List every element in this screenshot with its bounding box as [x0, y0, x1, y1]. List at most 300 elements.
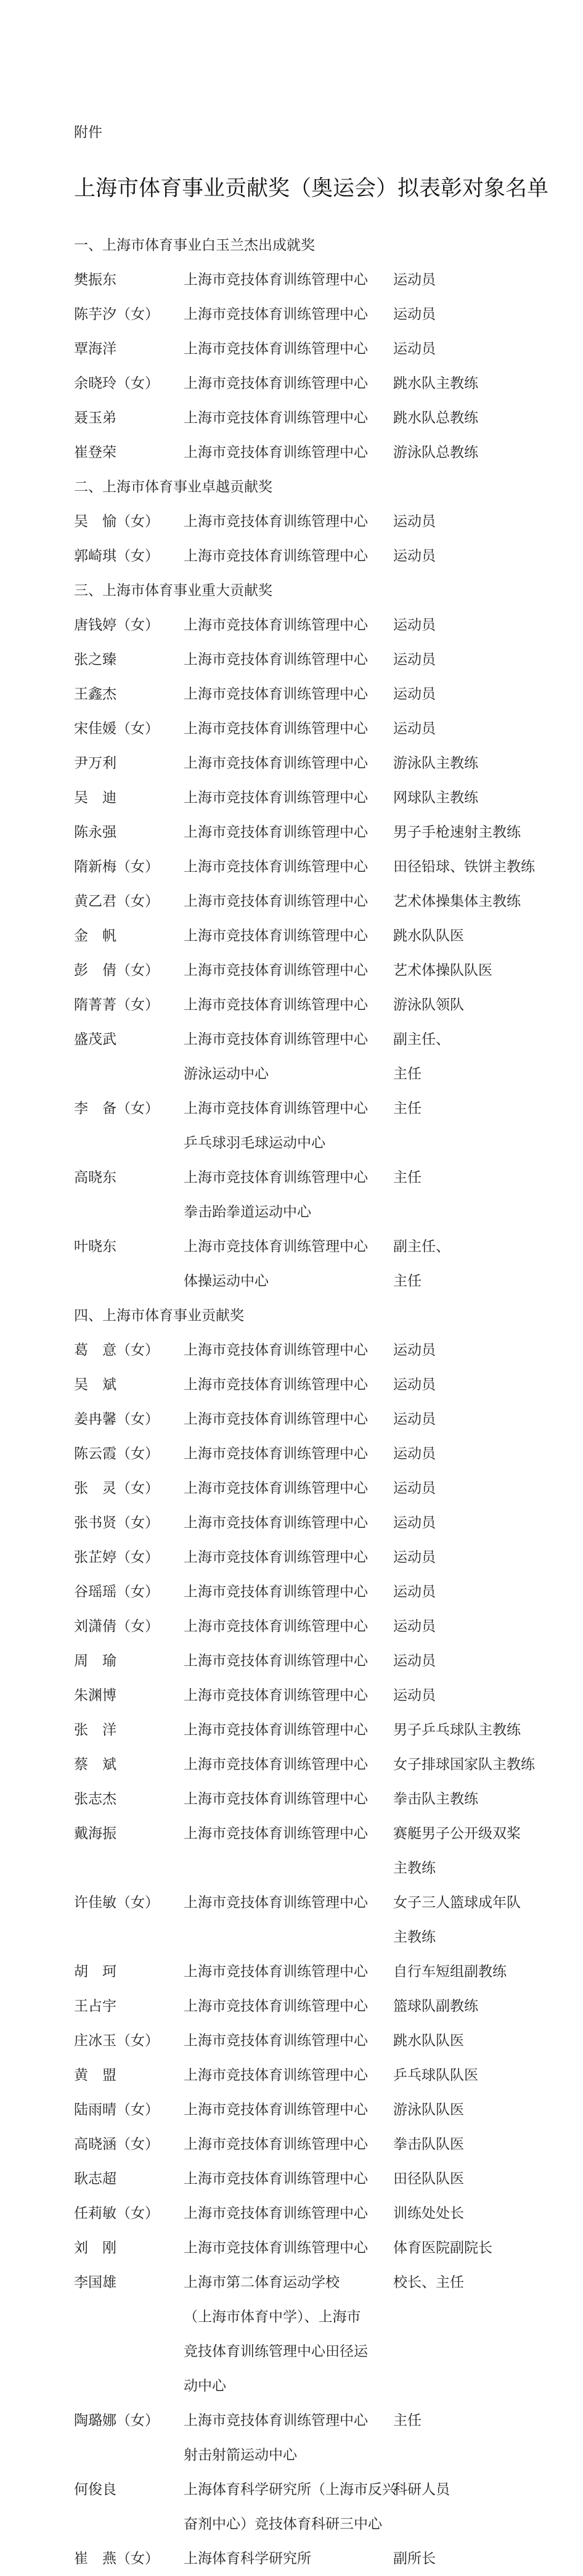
person-name: 任莉敏（女） — [74, 2205, 159, 2221]
organization-line: 上海市竞技体育训练管理中心 — [184, 514, 368, 530]
person-role — [393, 712, 555, 746]
organization-line: 上海市竞技体育训练管理中心 — [184, 272, 368, 288]
role-line: 运动员 — [393, 1515, 436, 1531]
list-item — [74, 1885, 555, 1955]
role-line: 主教练 — [393, 1929, 436, 1945]
person-role — [393, 539, 555, 573]
list-item — [74, 1229, 555, 1298]
role-line: 运动员 — [393, 721, 436, 737]
role-line: 校长、主任 — [393, 2275, 464, 2291]
organization-line: 上海市竞技体育训练管理中心 — [184, 1722, 368, 1738]
person-organization — [184, 504, 393, 539]
organization-line: 奋剂中心）竞技体育科研三中心 — [184, 2516, 382, 2532]
person-role — [393, 1229, 555, 1298]
role-line: 运动员 — [393, 1653, 436, 1669]
person-name: 葛 意（女） — [74, 1342, 159, 1358]
role-line: 运动员 — [393, 1446, 436, 1462]
organization-line: 上海市竞技体育训练管理中心 — [184, 1757, 368, 1773]
organization-line: 上海市竞技体育训练管理中心 — [184, 1515, 368, 1531]
person-role — [393, 2231, 555, 2265]
person-organization — [184, 332, 393, 366]
person-role — [393, 263, 555, 297]
person-role — [393, 1402, 555, 1437]
person-name: 刘 刚 — [74, 2240, 116, 2256]
person-organization — [184, 1506, 393, 1540]
list-item — [74, 712, 555, 746]
organization-line: 上海市竞技体育训练管理中心 — [184, 997, 368, 1013]
organization-line: 体操运动中心 — [184, 1273, 269, 1289]
person-organization — [184, 2058, 393, 2093]
person-name: 唐钱婷（女） — [74, 617, 159, 633]
person-name: 胡 珂 — [74, 1964, 116, 1980]
person-organization — [184, 263, 393, 297]
person-role — [393, 1678, 555, 1713]
list-item — [74, 608, 555, 642]
person-organization — [184, 1160, 393, 1229]
organization-line: 上海市竞技体育训练管理中心 — [184, 1826, 368, 1842]
person-name: 张书贤（女） — [74, 1515, 159, 1531]
person-name: 陈永强 — [74, 824, 116, 840]
list-item — [74, 504, 555, 539]
person-role — [393, 1506, 555, 1540]
person-organization — [184, 884, 393, 919]
list-item — [74, 1368, 555, 1402]
organization-line: 上海市竞技体育训练管理中心 — [184, 1101, 368, 1117]
role-line: 运动员 — [393, 617, 436, 633]
person-organization — [184, 1540, 393, 1575]
role-line: 跳水队主教练 — [393, 375, 478, 392]
person-name: 张芷婷（女） — [74, 1549, 159, 1565]
person-organization — [184, 1575, 393, 1609]
organization-line: 上海市竞技体育训练管理中心 — [184, 2413, 368, 2429]
person-organization — [184, 1678, 393, 1713]
role-line: 运动员 — [393, 306, 436, 322]
role-line: 副主任、 — [393, 1239, 450, 1255]
role-line: 游泳队总教练 — [393, 445, 478, 461]
role-line: 运动员 — [393, 652, 436, 668]
person-organization — [184, 677, 393, 712]
person-name: 姜冉馨（女） — [74, 1411, 159, 1427]
list-item — [74, 2093, 555, 2127]
person-name: 黄乙君（女） — [74, 893, 159, 909]
organization-line: 上海市竞技体育训练管理中心 — [184, 652, 368, 668]
person-role — [393, 1471, 555, 1506]
role-line: 运动员 — [393, 514, 436, 530]
organization-line: 上海市竞技体育训练管理中心 — [184, 1032, 368, 1048]
person-name: 郭崎琪（女） — [74, 548, 159, 564]
list-item — [74, 1022, 555, 1091]
role-line: 科研人员 — [393, 2482, 450, 2498]
person-name: 宋佳媛（女） — [74, 721, 159, 737]
list-item — [74, 2162, 555, 2196]
person-role — [393, 1816, 555, 1885]
person-organization — [184, 2403, 393, 2472]
person-role — [393, 1437, 555, 1471]
organization-line: 动中心 — [184, 2378, 226, 2394]
role-line: 游泳队队医 — [393, 2102, 464, 2118]
list-item — [74, 850, 555, 884]
person-organization — [184, 953, 393, 988]
person-name: 樊振东 — [74, 272, 116, 288]
person-role — [393, 1747, 555, 1782]
person-organization — [184, 1609, 393, 1644]
list-item — [74, 2472, 555, 2541]
list-item — [74, 1713, 555, 1747]
person-organization — [184, 2472, 396, 2541]
person-role — [393, 2058, 555, 2093]
person-role — [393, 1540, 555, 1575]
list-item — [74, 781, 555, 815]
role-line: 艺术体操队队医 — [393, 962, 492, 978]
person-role — [393, 2265, 555, 2403]
organization-line: 上海市竞技体育训练管理中心 — [184, 1411, 368, 1427]
section-heading: 一、上海市体育事业白玉兰杰出成就奖 — [74, 237, 315, 253]
person-name: 陶璐娜（女） — [74, 2413, 159, 2429]
person-name: 李 备（女） — [74, 1101, 159, 1117]
person-organization — [184, 1713, 393, 1747]
list-item — [74, 1782, 555, 1816]
person-organization — [184, 1333, 393, 1368]
role-line: 乒乓球队队医 — [393, 2067, 478, 2083]
role-line: 跳水队队医 — [393, 2033, 464, 2049]
person-role — [393, 1885, 555, 1955]
section-heading: 三、上海市体育事业重大贡献奖 — [74, 583, 272, 599]
organization-line: 上海市竞技体育训练管理中心 — [184, 2033, 368, 2049]
list-item — [74, 1955, 555, 1989]
person-organization — [184, 1816, 393, 1885]
person-organization — [184, 2541, 393, 2576]
person-name: 刘潇倩（女） — [74, 1618, 159, 1635]
organization-line: 上海市竞技体育训练管理中心 — [184, 1618, 368, 1635]
person-role — [393, 401, 555, 435]
role-line: 体育医院副院长 — [393, 2240, 492, 2256]
section-heading: 四、上海市体育事业贡献奖 — [74, 1308, 244, 1324]
person-organization — [184, 850, 393, 884]
role-line: 训练处处长 — [393, 2205, 464, 2221]
list-item — [74, 332, 555, 366]
person-name: 吴 愉（女） — [74, 514, 159, 530]
organization-line: 上海市竞技体育训练管理中心 — [184, 790, 368, 806]
list-item — [74, 677, 555, 712]
organization-line: 射击射箭运动中心 — [184, 2447, 297, 2463]
person-name: 覃海洋 — [74, 341, 116, 357]
role-line: 艺术体操集体主教练 — [393, 893, 521, 909]
organization-line: 上海体育科学研究所（上海市反兴 — [184, 2482, 396, 2498]
list-item — [74, 539, 555, 573]
person-organization — [184, 2127, 393, 2162]
person-role — [393, 642, 555, 677]
person-role — [393, 884, 555, 919]
person-role — [393, 850, 555, 884]
role-line: 田径铅球、铁饼主教练 — [393, 859, 535, 875]
person-organization — [184, 1022, 393, 1091]
person-role — [393, 332, 555, 366]
person-role — [393, 608, 555, 642]
person-organization — [184, 642, 393, 677]
organization-line: 上海市竞技体育训练管理中心 — [184, 2136, 368, 2152]
list-item — [74, 1816, 555, 1885]
organization-line: 上海市竞技体育训练管理中心 — [184, 2240, 368, 2256]
person-role — [393, 2162, 555, 2196]
person-role — [393, 504, 555, 539]
organization-line: 上海市竞技体育训练管理中心 — [184, 721, 368, 737]
role-line: 主任 — [393, 2413, 422, 2429]
role-line: 主任 — [393, 1066, 422, 1082]
list-item — [74, 815, 555, 850]
list-item — [74, 2196, 555, 2231]
person-name: 张 灵（女） — [74, 1480, 159, 1496]
person-name: 崔登荣 — [74, 445, 116, 461]
person-name: 陈芋汐（女） — [74, 306, 159, 322]
person-organization — [184, 2265, 393, 2403]
person-name: 蔡 斌 — [74, 1757, 116, 1773]
role-line: 运动员 — [393, 1377, 436, 1393]
list-item — [74, 988, 555, 1022]
person-role — [393, 815, 555, 850]
role-line: 女子三人篮球成年队 — [393, 1895, 521, 1911]
person-role — [393, 781, 555, 815]
person-role — [393, 1609, 555, 1644]
organization-line: 竞技体育训练管理中心田径运 — [184, 2344, 368, 2360]
organization-line: 上海市竞技体育训练管理中心 — [184, 686, 368, 702]
person-name: 谷瑶瑶（女） — [74, 1584, 159, 1600]
person-organization — [184, 1747, 393, 1782]
organization-line: 上海市竞技体育训练管理中心 — [184, 824, 368, 840]
person-organization — [184, 1091, 393, 1160]
organization-line: 上海市竞技体育训练管理中心 — [184, 1998, 368, 2014]
person-name: 黄 盟 — [74, 2067, 116, 2083]
organization-line: 上海市竞技体育训练管理中心 — [184, 306, 368, 322]
person-role — [393, 1333, 555, 1368]
page-title: 上海市体育事业贡献奖（奥运会）拟表彰对象名单 — [74, 176, 549, 201]
organization-line: 上海市竞技体育训练管理中心 — [184, 2102, 368, 2118]
organization-line: 上海市竞技体育训练管理中心 — [184, 1342, 368, 1358]
person-name: 张 洋 — [74, 1722, 116, 1738]
person-organization — [184, 401, 393, 435]
person-organization — [184, 1644, 393, 1678]
role-line: 篮球队副教练 — [393, 1998, 478, 2014]
organization-line: 上海市竞技体育训练管理中心 — [184, 2205, 368, 2221]
person-role — [393, 1160, 555, 1229]
person-role — [393, 2127, 555, 2162]
role-line: 主任 — [393, 1101, 422, 1117]
list-item — [74, 1471, 555, 1506]
section-heading: 二、上海市体育事业卓越贡献奖 — [74, 479, 272, 495]
role-line: 副主任、 — [393, 1032, 450, 1048]
list-item — [74, 2024, 555, 2058]
organization-line: 上海市竞技体育训练管理中心 — [184, 928, 368, 944]
person-name: 庄冰玉（女） — [74, 2033, 159, 2049]
person-role — [393, 1713, 555, 1747]
person-name: 戴海振 — [74, 1826, 116, 1842]
role-line: 田径队队医 — [393, 2171, 464, 2187]
role-line: 跳水队总教练 — [393, 410, 478, 426]
person-name: 周 瑜 — [74, 1653, 116, 1669]
person-role — [393, 2093, 555, 2127]
role-line: 副所长 — [393, 2551, 436, 2567]
organization-line: 上海体育科学研究所 — [184, 2551, 311, 2567]
role-line: 主任 — [393, 1273, 422, 1289]
role-line: 游泳队领队 — [393, 997, 464, 1013]
role-line: 拳击队主教练 — [393, 1791, 478, 1807]
role-line: 男子乒乓球队主教练 — [393, 1722, 521, 1738]
person-organization — [184, 2024, 393, 2058]
organization-line: 乒乓球羽毛球运动中心 — [184, 1135, 325, 1151]
person-name: 张志杰 — [74, 1791, 116, 1807]
list-item — [74, 2265, 555, 2403]
list-item — [74, 1989, 555, 2024]
person-name: 彭 倩（女） — [74, 962, 159, 978]
person-role — [393, 1022, 555, 1091]
role-line: 主任 — [393, 1170, 422, 1186]
organization-line: 上海市竞技体育训练管理中心 — [184, 341, 368, 357]
list-item — [74, 953, 555, 988]
list-item — [74, 2058, 555, 2093]
organization-line: 上海市竞技体育训练管理中心 — [184, 962, 368, 978]
list-item — [74, 1644, 555, 1678]
person-name: 陈云霞（女） — [74, 1446, 159, 1462]
person-name: 耿志超 — [74, 2171, 116, 2187]
person-name: 隋新梅（女） — [74, 859, 159, 875]
person-name: 吴 斌 — [74, 1377, 116, 1393]
person-name: 崔 燕（女） — [74, 2551, 159, 2567]
organization-line: 拳击跆拳道运动中心 — [184, 1204, 311, 1220]
organization-line: 上海市竞技体育训练管理中心 — [184, 893, 368, 909]
role-line: 运动员 — [393, 1618, 436, 1635]
list-item — [74, 1091, 555, 1160]
role-line: 游泳队主教练 — [393, 755, 478, 771]
person-role — [393, 2196, 555, 2231]
role-line: 赛艇男子公开级双桨 — [393, 1826, 521, 1842]
role-line: 运动员 — [393, 272, 436, 288]
organization-line: 上海市竞技体育训练管理中心 — [184, 617, 368, 633]
person-role — [393, 2541, 555, 2576]
list-item — [74, 1747, 555, 1782]
person-name: 隋菁菁（女） — [74, 997, 159, 1013]
role-line: 运动员 — [393, 341, 436, 357]
person-organization — [184, 2196, 393, 2231]
list-item — [74, 1678, 555, 1713]
organization-line: 上海市竞技体育训练管理中心 — [184, 1170, 368, 1186]
organization-line: 上海市竞技体育训练管理中心 — [184, 1446, 368, 1462]
list-item — [74, 1609, 555, 1644]
person-role — [393, 919, 555, 953]
role-line: 主教练 — [393, 1860, 436, 1876]
person-organization — [184, 1471, 393, 1506]
organization-line: 上海市竞技体育训练管理中心 — [184, 1239, 368, 1255]
person-name: 吴 迪 — [74, 790, 116, 806]
organization-line: 上海市竞技体育训练管理中心 — [184, 1791, 368, 1807]
person-role — [393, 1091, 555, 1160]
role-line: 自行车短组副教练 — [393, 1964, 507, 1980]
organization-line: 上海市竞技体育训练管理中心 — [184, 1895, 368, 1911]
attachment-label: 附件 — [74, 125, 102, 141]
organization-line: 上海市竞技体育训练管理中心 — [184, 2067, 368, 2083]
person-organization — [184, 435, 393, 470]
list-item — [74, 919, 555, 953]
list-item — [74, 1575, 555, 1609]
list-item — [74, 1402, 555, 1437]
role-line: 拳击队队医 — [393, 2136, 464, 2152]
organization-line: 上海市竞技体育训练管理中心 — [184, 1549, 368, 1565]
list-item — [74, 2231, 555, 2265]
person-organization — [184, 1885, 393, 1955]
organization-line: 上海市竞技体育训练管理中心 — [184, 410, 368, 426]
organization-line: 上海市竞技体育训练管理中心 — [184, 859, 368, 875]
person-name: 盛茂武 — [74, 1032, 116, 1048]
role-line: 女子排球国家队主教练 — [393, 1757, 535, 1773]
person-role — [393, 2024, 555, 2058]
person-organization — [184, 1437, 393, 1471]
list-item — [74, 884, 555, 919]
person-name: 高晓东 — [74, 1170, 116, 1186]
person-name: 金 帆 — [74, 928, 116, 944]
person-name: 何俊良 — [74, 2482, 116, 2498]
list-item — [74, 1506, 555, 1540]
person-name: 朱渊博 — [74, 1688, 116, 1704]
person-role — [393, 988, 555, 1022]
person-name: 尹万利 — [74, 755, 116, 771]
list-item — [74, 401, 555, 435]
person-organization — [184, 539, 393, 573]
person-role — [393, 1955, 555, 1989]
list-item — [74, 642, 555, 677]
person-role — [393, 2472, 555, 2541]
role-line: 运动员 — [393, 1584, 436, 1600]
person-role — [393, 366, 555, 401]
person-organization — [184, 1989, 393, 2024]
list-item — [74, 1160, 555, 1229]
person-organization — [184, 297, 393, 332]
organization-line: 上海市竞技体育训练管理中心 — [184, 1653, 368, 1669]
person-role — [393, 1575, 555, 1609]
list-item — [74, 366, 555, 401]
person-name: 余晓玲（女） — [74, 375, 159, 392]
person-role — [393, 1368, 555, 1402]
person-organization — [184, 712, 393, 746]
person-name: 陆雨晴（女） — [74, 2102, 159, 2118]
person-organization — [184, 988, 393, 1022]
person-role — [393, 1782, 555, 1816]
person-organization — [184, 1229, 393, 1298]
organization-line: 上海市竞技体育训练管理中心 — [184, 375, 368, 392]
person-organization — [184, 1782, 393, 1816]
role-line: 运动员 — [393, 1480, 436, 1496]
organization-line: （上海市体育中学）、上海市 — [184, 2309, 361, 2325]
list-item — [74, 2541, 555, 2576]
person-role — [393, 677, 555, 712]
role-line: 运动员 — [393, 1411, 436, 1427]
person-role — [393, 1989, 555, 2024]
list-item — [74, 1333, 555, 1368]
role-line: 运动员 — [393, 1342, 436, 1358]
award-list — [74, 228, 555, 2576]
organization-line: 上海市竞技体育训练管理中心 — [184, 1377, 368, 1393]
organization-line: 上海市竞技体育训练管理中心 — [184, 1688, 368, 1704]
person-name: 张之臻 — [74, 652, 116, 668]
person-organization — [184, 366, 393, 401]
person-role — [393, 746, 555, 781]
person-organization — [184, 608, 393, 642]
list-item — [74, 1540, 555, 1575]
list-item — [74, 1437, 555, 1471]
person-organization — [184, 1402, 393, 1437]
organization-line: 游泳运动中心 — [184, 1066, 269, 1082]
organization-line: 上海市竞技体育训练管理中心 — [184, 1480, 368, 1496]
organization-line: 上海市竞技体育训练管理中心 — [184, 755, 368, 771]
role-line: 运动员 — [393, 686, 436, 702]
person-name: 王占宇 — [74, 1998, 116, 2014]
